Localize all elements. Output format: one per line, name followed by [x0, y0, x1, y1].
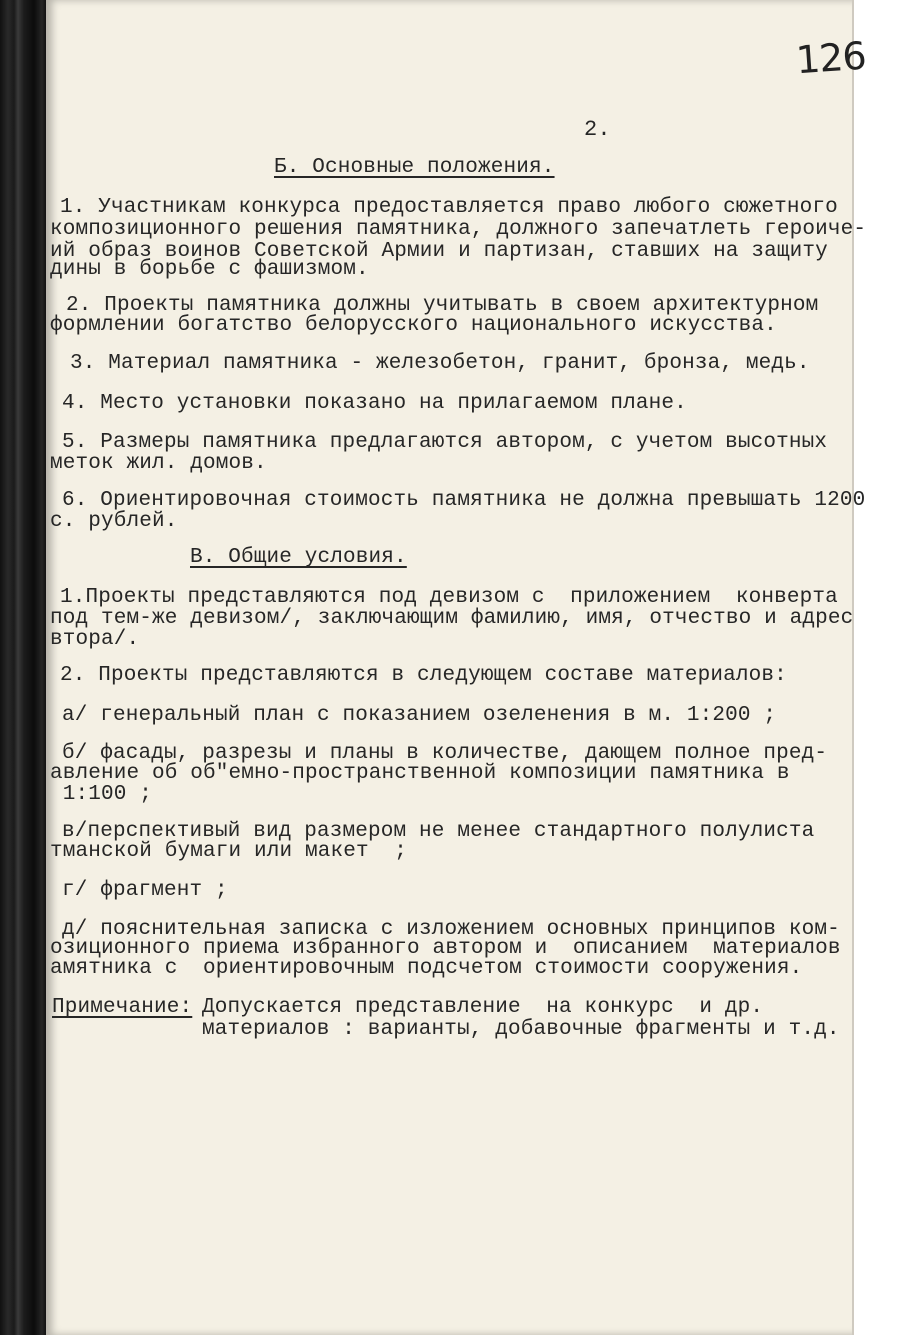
- section-b-p2-line: формлении богатство белорусского национального искусства.: [50, 314, 777, 337]
- section-b-p6-line: с. рублей.: [50, 510, 178, 533]
- item-d-line: амятника с ориентировочным подсчетом стоимости сооружения.: [50, 957, 803, 980]
- binding-edge: [0, 0, 46, 1335]
- item-b-line: б/ фасады, разрезы и планы в количестве, дающем полное пред-: [62, 742, 828, 765]
- section-b-p2-line: 2. Проекты памятника должны учитывать в своем архитектурном: [66, 294, 819, 317]
- scan-margin: [854, 0, 900, 1335]
- section-b-p5-line: 5. Размеры памятника предлагаются автором, с учетом высотных: [62, 431, 828, 454]
- item-d-line: д/ пояснительная записка с изложением основных принципов ком-: [62, 918, 840, 941]
- section-b-p1-line: ий образ воинов Советской Армии и партизан, ставших на защиту: [50, 240, 828, 263]
- section-v-p2: 2. Проекты представляются в следующем составе материалов:: [60, 664, 787, 687]
- item-b-line: авление об об"емно-пространственной композиции памятника в: [50, 762, 790, 785]
- section-v-p1-line: под тем-же девизом/, заключающим фамилию, имя, отчество и адрес: [50, 607, 854, 630]
- section-b-p4: 4. Место установки показано на прилагаемом плане.: [62, 392, 687, 415]
- section-b-p3: 3. Материал памятника - железобетон, гранит, бронза, медь.: [70, 352, 810, 375]
- item-v-line: в/перспективый вид размером не менее стандартного полулиста: [62, 820, 815, 843]
- item-d-line: озиционного приема избранного автором и описанием материалов: [50, 937, 841, 960]
- section-v-p1-line: 1.Проекты представляются под девизом с приложением конверта: [60, 586, 838, 609]
- section-b-p1-line: композиционного решения памятника, должного запечатлеть героиче-: [50, 218, 867, 241]
- section-b-title: Б. Основные положения.: [274, 156, 555, 179]
- item-v-line: тманской бумаги или макет ;: [50, 840, 408, 863]
- section-b-p1-line: 1. Участникам конкурса предоставляется право любого сюжетного: [60, 196, 838, 219]
- page-number: 2.: [584, 117, 611, 142]
- section-b-p5-line: меток жил. домов.: [50, 452, 267, 475]
- note-line: материалов : варианты, добавочные фрагменты и т.д.: [202, 1018, 840, 1041]
- folio-number: 126: [794, 33, 867, 83]
- item-b-line: 1:100 ;: [50, 783, 153, 806]
- section-v-p1-line: втора/.: [50, 628, 140, 651]
- section-b-p1-line: дины в борьбе с фашизмом.: [50, 258, 369, 281]
- section-v-title: В. Общие условия.: [190, 546, 407, 569]
- item-a: а/ генеральный план с показанием озеленения в м. 1:200 ;: [62, 704, 777, 727]
- note-line: Допускается представление на конкурс и др.: [202, 996, 764, 1019]
- note-label: Примечание:: [52, 996, 193, 1019]
- section-b-p6-line: 6. Ориентировочная стоимость памятника не должна превышать 1200: [62, 489, 866, 512]
- item-g: г/ фрагмент ;: [62, 879, 228, 902]
